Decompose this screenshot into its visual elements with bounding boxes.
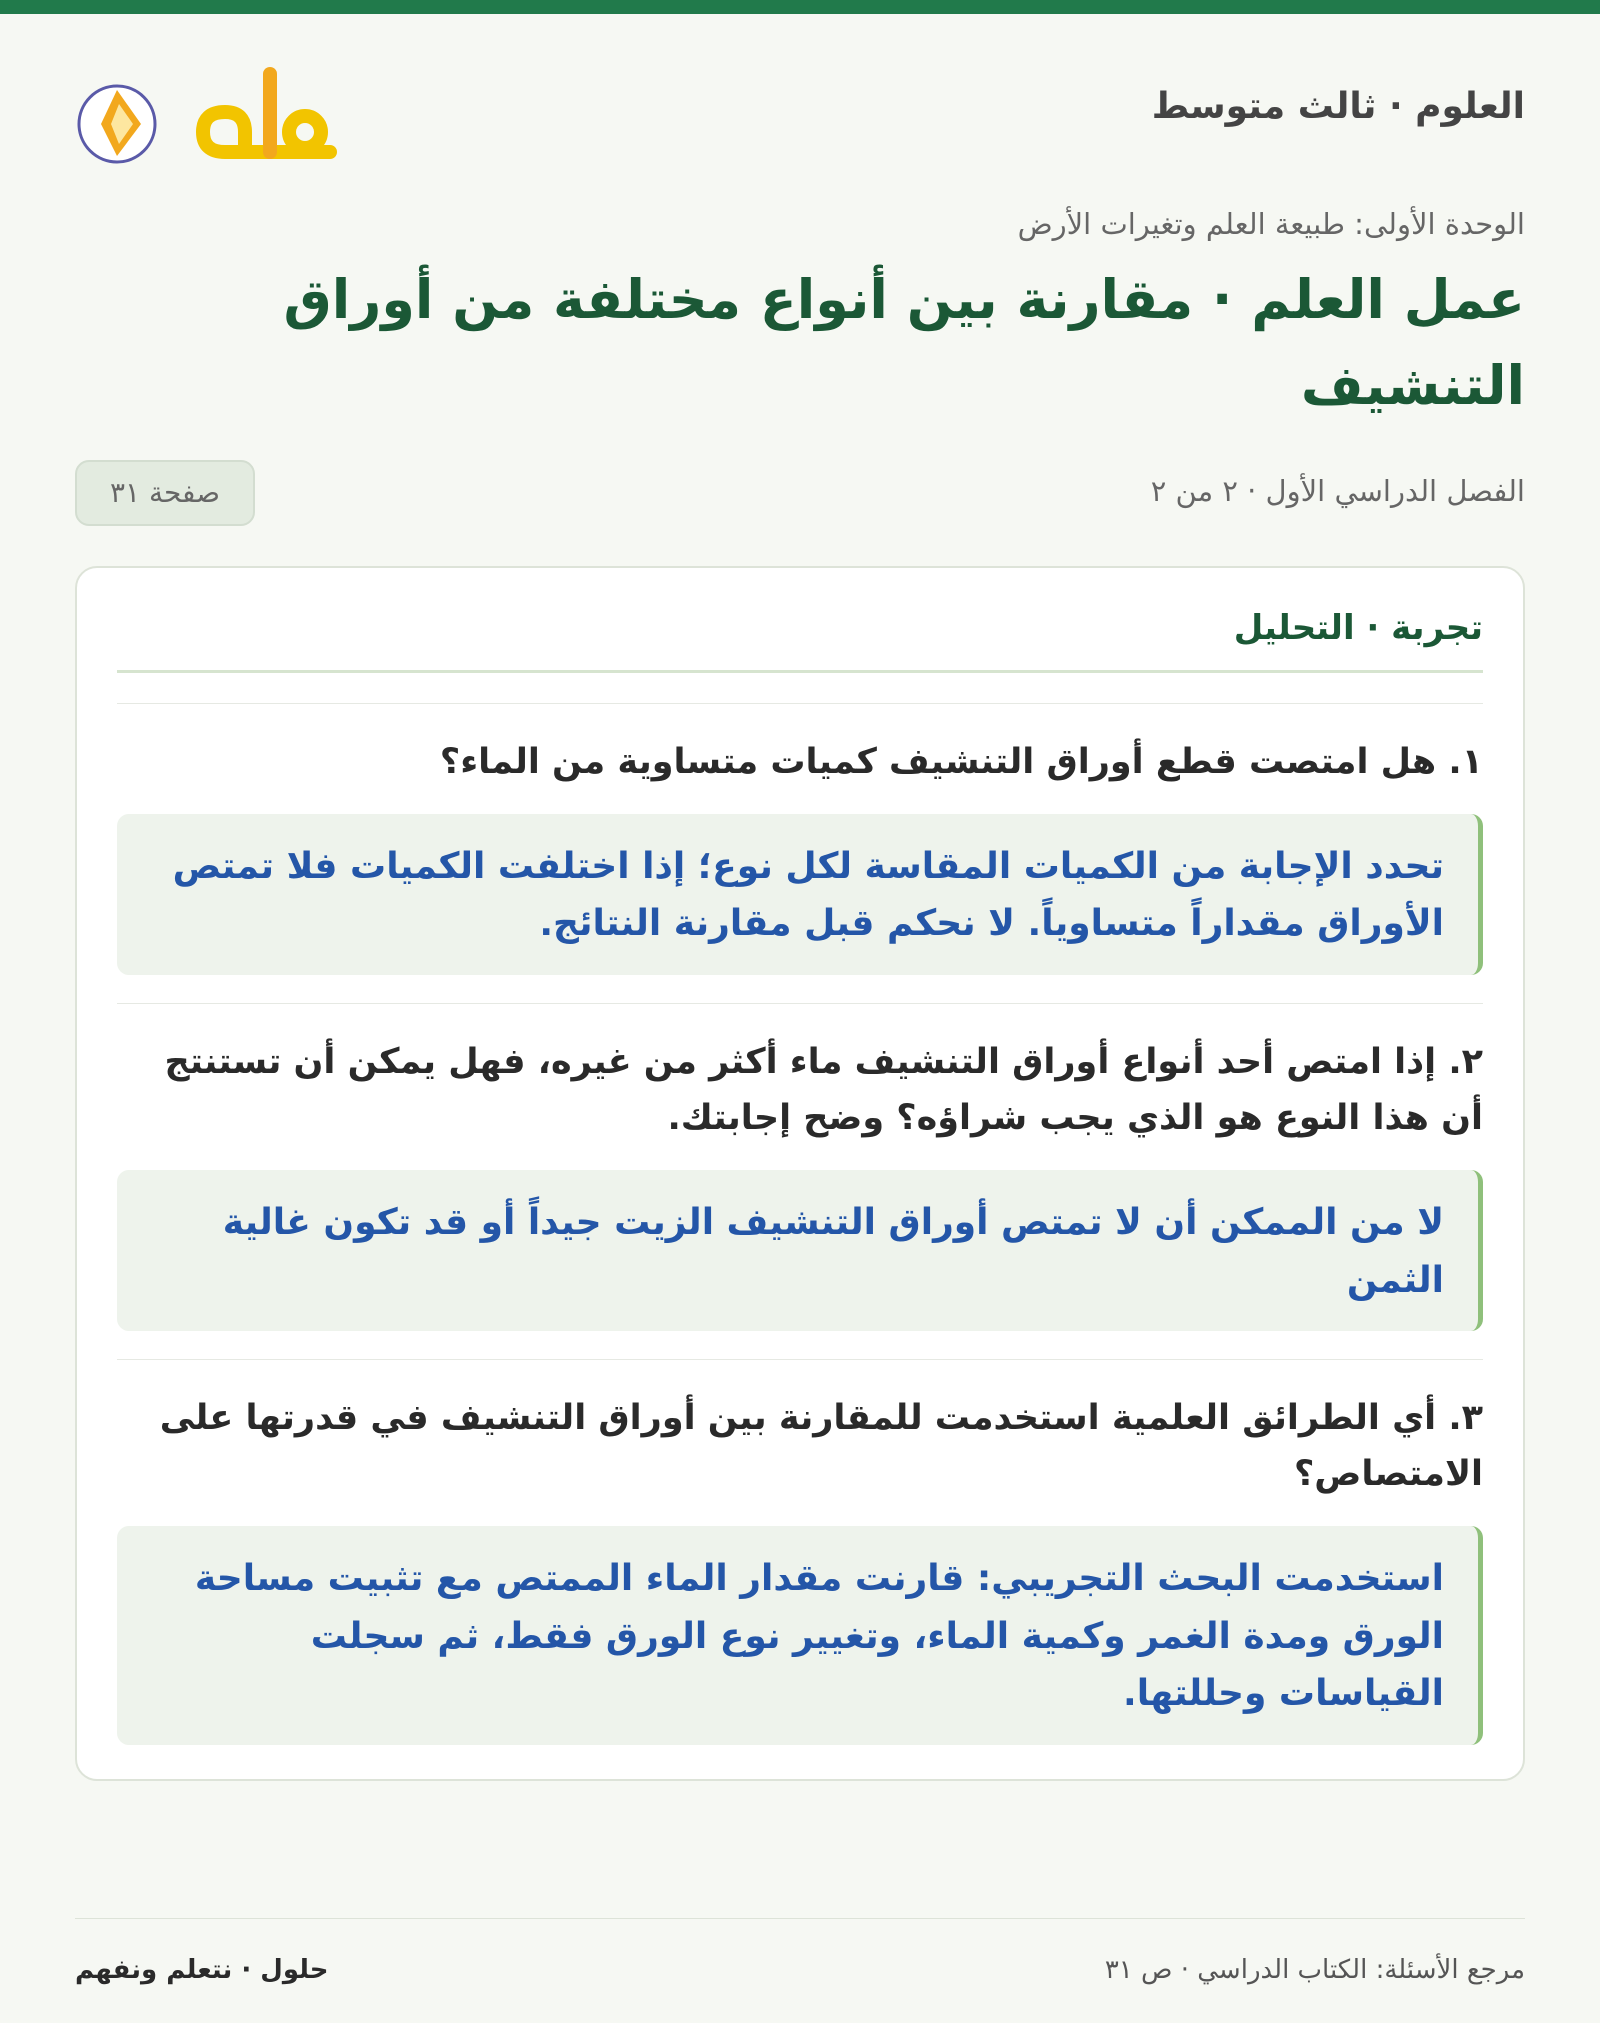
header xyxy=(75,14,1525,189)
question-text: ١. هل امتصت قطع أوراق التنشيف كميات متساوية من الماء؟ xyxy=(439,741,1483,782)
page-number-badge: صفحة ٣١ xyxy=(75,460,255,526)
unit-label: الوحدة الأولى: طبيعة العلم وتغيرات الأرض xyxy=(1017,207,1525,241)
question-text: ٣. أي الطرائق العلمية استخدمت للمقارنة بين أوراق التنشيف في قدرتها على الامتصاص؟ xyxy=(159,1398,1483,1495)
footer-reference: مرجع الأسئلة: الكتاب الدراسي · ص ٣١ xyxy=(1104,1955,1525,1985)
subject-label: العلوم · ثالث متوسط xyxy=(1151,86,1525,127)
card-title: تجربة · التحليل xyxy=(117,608,1483,673)
answer-box: لا من الممكن أن لا تمتص أوراق التنشيف الزيت جيداً أو قد تكون غالية الثمن xyxy=(117,1170,1483,1331)
meta-row xyxy=(75,460,1525,530)
analysis-card xyxy=(75,566,1525,1781)
term-label: الفصل الدراسي الأول · ٢ من ٢ xyxy=(1150,473,1525,508)
page-content xyxy=(75,14,1525,1781)
hulul-logo[interactable] xyxy=(75,60,345,180)
question-text: ٢. إذا امتص أحد أنواع أوراق التنشيف ماء أكثر من غيره، فهل يمكن أن تستنتج أن هذا النوع هو الذي يجب شراؤه؟ وضح إجابتك. xyxy=(164,1041,1483,1138)
lesson-title: عمل العلم · مقارنة بين أنواع مختلفة من أوراق التنشيف xyxy=(283,268,1525,418)
question-block-1 xyxy=(117,703,1483,975)
footer xyxy=(75,1918,1525,1998)
answer-box: استخدمت البحث التجريبي: قارنت مقدار الماء الممتص مع تثبيت مساحة الورق ومدة الغمر وكمية الماء، وتغيير نوع الورق فقط، ثم سجلت القياسات وحللتها. xyxy=(117,1526,1483,1745)
top-accent-bar xyxy=(0,0,1600,14)
answer-box: تحدد الإجابة من الكميات المقاسة لكل نوع؛ إذا اختلفت الكميات فلا تمتص الأوراق مقداراً متساوياً. لا نحكم قبل مقارنة النتائج. xyxy=(117,814,1483,975)
question-block-2 xyxy=(117,1003,1483,1331)
question-block-3 xyxy=(117,1359,1483,1745)
footer-brand[interactable]: حلول · نتعلم ونفهم xyxy=(75,1955,329,1985)
